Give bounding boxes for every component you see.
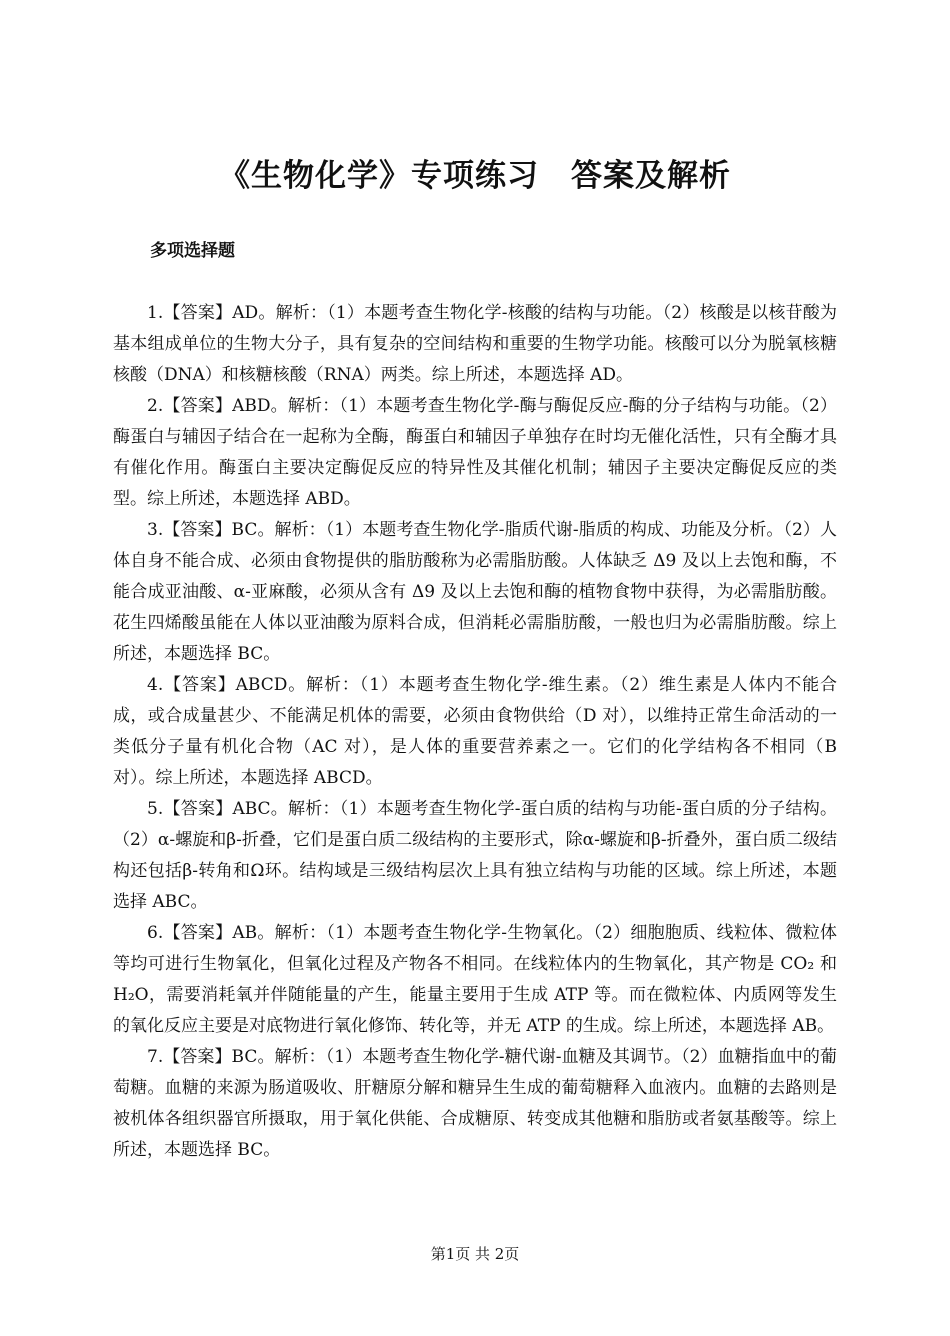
section-title: 多项选择题 [150,241,235,261]
page-footer: 第1页 共 2页 [430,1245,520,1263]
answer-item-5: 5.【答案】ABC。解析：（1）本题考查生物化学-蛋白质的结构与功能-蛋白质的分子结构。（2）α-螺旋和β-折叠，它们是蛋白质二级结构的主要形式，除α-螺旋和β-折叠外，蛋白质二级结构还包括β-转角和Ω环。结构域是三级结构层次上具有独立结构与功能的区域。综上所述，本题选择 ABC。 [113,799,837,912]
answer-list [113,298,837,1166]
answer-item-2: 2.【答案】ABD。解析：（1）本题考查生物化学-酶与酶促反应-酶的分子结构与功能。（2）酶蛋白与辅因子结合在一起称为全酶，酶蛋白和辅因子单独存在时均无催化活性，只有全酶才具有催化作用。酶蛋白主要决定酶促反应的特异性及其催化机制；辅因子主要决定酶促反应的类型。综上所述，本题选择 ABD。 [113,396,837,509]
answer-item-4: 4.【答案】ABCD。解析：（1）本题考查生物化学-维生素。（2）维生素是人体内不能合成，或合成量甚少、不能满足机体的需要，必须由食物供给（D 对），以维持正常生命活动的一类低分子量有机化合物（AC 对），是人体的重要营养素之一。它们的化学结构各不相同（B 对）。综上所述，本题选择 ABCD。 [113,675,837,788]
document-title: 《生物化学》专项练习 答案及解析 [219,158,731,194]
answer-item-3: 3.【答案】BC。解析：（1）本题考查生物化学-脂质代谢-脂质的构成、功能及分析。（2）人体自身不能合成、必须由食物提供的脂肪酸称为必需脂肪酸。人体缺乏 Δ9 及以上去饱和酶，不能合成亚油酸、α-亚麻酸，必须从含有 Δ9 及以上去饱和酶的植物食物中获得，为必需脂肪酸。花生四烯酸虽能在人体以亚油酸为原料合成，但消耗必需脂肪酸，一般也归为必需脂肪酸。综上所述，本题选择 BC。 [113,520,837,664]
answer-item-1: 1.【答案】AD。解析：（1）本题考查生物化学-核酸的结构与功能。（2）核酸是以核苷酸为基本组成单位的生物大分子，具有复杂的空间结构和重要的生物学功能。核酸可以分为脱氧核糖核酸（DNA）和核糖核酸（RNA）两类。综上所述，本题选择 AD。 [113,303,837,385]
answer-item-6: 6.【答案】AB。解析：（1）本题考查生物化学-生物氧化。（2）细胞胞质、线粒体、微粒体等均可进行生物氧化，但氧化过程及产物各不相同。在线粒体内的生物氧化，其产物是 CO₂ 和 H₂O，需要消耗氧并伴随能量的产生，能量主要用于生成 ATP 等。而在微粒体、内质网等发生的氧化反应主要是对底物进行氧化修饰、转化等，并无 ATP 的生成。综上所述，本题选择 AB。 [113,923,837,1036]
answer-item-7: 7.【答案】BC。解析：（1）本题考查生物化学-糖代谢-血糖及其调节。（2）血糖指血中的葡萄糖。血糖的来源为肠道吸收、肝糖原分解和糖异生生成的葡萄糖释入血液内。血糖的去路则是被机体各组织器官所摄取，用于氧化供能、合成糖原、转变成其他糖和脂肪或者氨基酸等。综上所述，本题选择 BC。 [113,1047,837,1160]
